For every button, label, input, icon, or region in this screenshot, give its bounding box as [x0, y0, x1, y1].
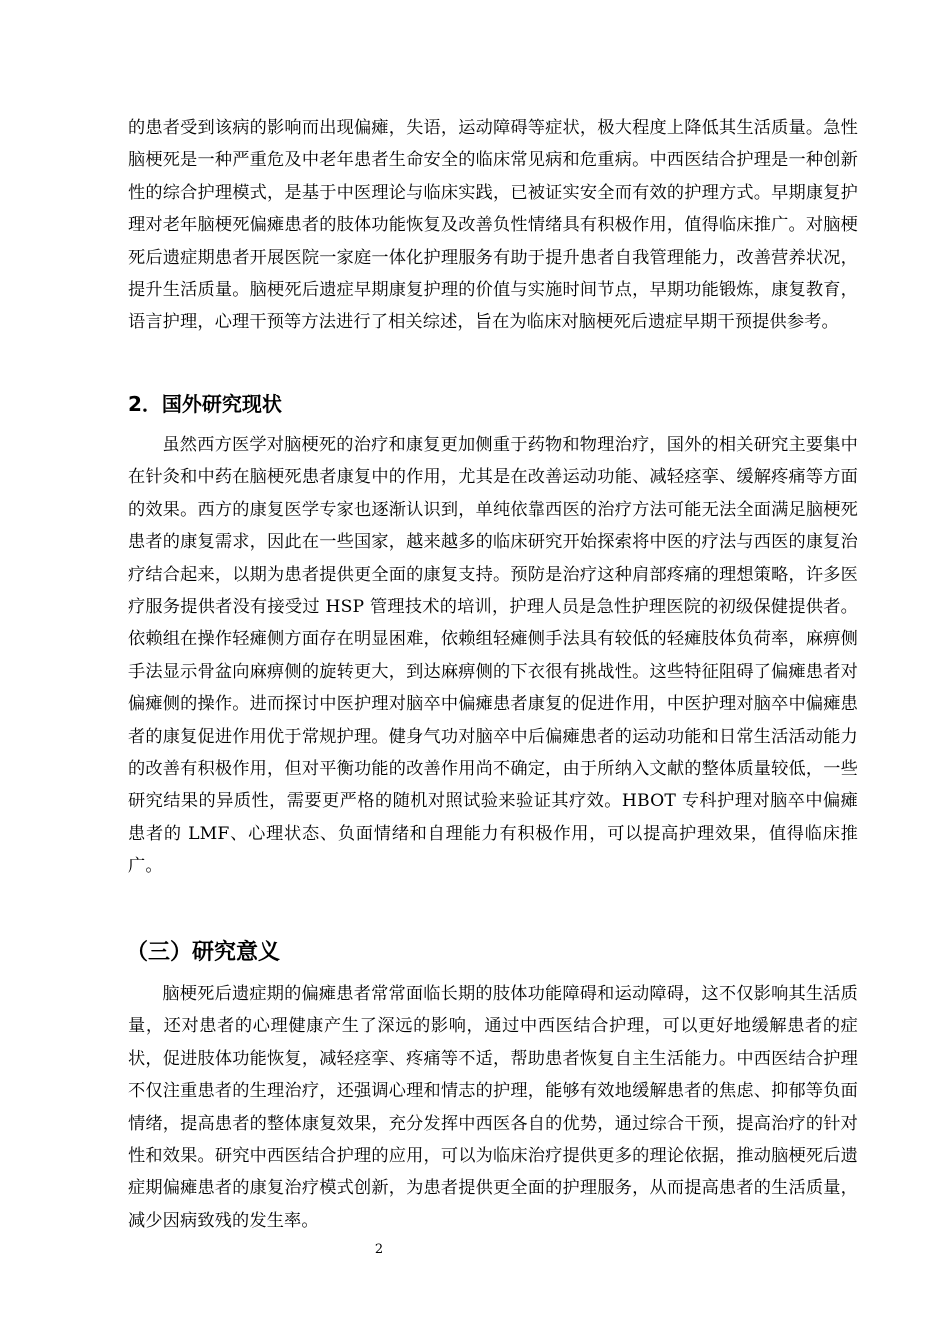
paragraph-research-significance: 脑梗死后遗症期的偏瘫患者常常面临长期的肢体功能障碍和运动障碍，这不仅影响其生活质量，还对患者的心理健康产生了深远的影响，通过中西医结合护理，可以更好地缓解患者的症状，促进肢体功能恢复，减轻痉挛、疼痛等不适，帮助患者恢复自主生活能力。中西医结合护理不仅注重患者的生理治疗，还强调心理和情志的护理，能够有效地缓解患者的焦虑、抑郁等负面情绪，提高患者的整体康复效果，充分发挥中西医各自的优势，通过综合干预，提高治疗的针对性和效果。研究中西医结合护理的应用，可以为临床治疗提供更多的理论依据，推动脑梗死后遗症期偏瘫患者的康复治疗模式创新，为患者提供更全面的护理服务，从而提高患者的生活质量，减少因病致残的发生率。	[128, 984, 858, 1231]
paragraph-foreign-research: 虽然西方医学对脑梗死的治疗和康复更加侧重于药物和物理治疗，国外的相关研究主要集中在针灸和中药在脑梗死患者康复中的作用，尤其是在改善运动功能、减轻痉挛、缓解疼痛等方面的效果。西方的康复医学专家也逐渐认识到，单纯依靠西医的治疗方法可能无法全面满足脑梗死患者的康复需求，因此在一些国家，越来越多的临床研究开始探索将中医的疗法与西医的康复治疗结合起来，以期为患者提供更全面的康复支持。预防是治疗这种肩部疼痛的理想策略，许多医疗服务提供者没有接受过 HSP 管理技术的培训，护理人员是急性护理医院的初级保健提供者。依赖组在操作轻瘫侧方面存在明显困难，依赖组轻瘫侧手法具有较低的轻瘫肢体负荷率，麻痹侧手法显示骨盆向麻痹侧的旋转更大，到达麻痹侧的下衣很有挑战性。这些特征阻碍了偏瘫患者对偏瘫侧的操作。进而探讨中医护理对脑卒中偏瘫患者康复的促进作用，中医护理对脑卒中偏瘫患者的康复促进作用优于常规护理。健身气功对脑卒中后偏瘫患者的运动功能和日常生活活动能力的改善有积极作用，但对平衡功能的改善作用尚不确定，由于所纳入文献的整体质量较低，一些研究结果的异质性，需要更严格的随机对照试验来验证其疗效。HBOT 专科护理对脑卒中偏瘫患者的 LMF、心理状态、负面情绪和自理能力有积极作用，可以提高护理效果，值得临床推广。	[128, 435, 858, 877]
page-number: 2	[374, 1242, 384, 1257]
paragraph-intro-continued: 的患者受到该病的影响而出现偏瘫，失语，运动障碍等症状，极大程度上降低其生活质量。急性脑梗死是一种严重危及中老年患者生命安全的临床常见病和危重病。中西医结合护理是一种创新性的综合护理模式，是基于中医理论与临床实践，已被证实安全而有效的护理方式。早期康复护理对老年脑梗死偏瘫患者的肢体功能恢复及改善负性情绪具有积极作用，值得临床推广。对脑梗死后遗症期患者开展医院一家庭一体化护理服务有助于提升患者自我管理能力，改善营养状况，提升生活质量。脑梗死后遗症早期康复护理的价值与实施时间节点，早期功能锻炼，康复教育，语言护理，心理干预等方法进行了相关综述，旨在为临床对脑梗死后遗症早期干预提供参考。	[128, 118, 858, 333]
section-heading-research-significance: （三）研究意义	[126, 940, 281, 965]
section-heading-foreign-research: 2．国外研究现状	[128, 392, 282, 416]
